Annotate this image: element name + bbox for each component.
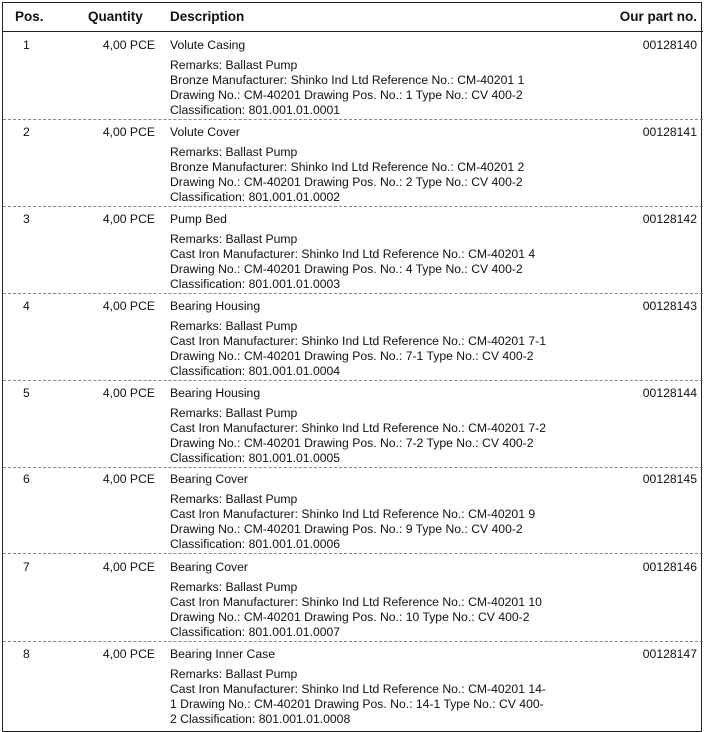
row-description [170, 560, 550, 640]
table-row [3, 466, 703, 554]
row-part-no: 00128146 [642, 560, 697, 574]
row-part-no: 00128140 [642, 38, 697, 52]
row-remarks: Remarks: Ballast Pump [170, 58, 298, 72]
row-quantity: 4,00 PCE [102, 472, 155, 486]
row-details: Cast Iron Manufacturer: Shinko Ind Ltd Reference No.: CM-40201 9 Drawing No.: CM-40201 Drawing Pos. No.: 9 Type No.: CV 400-2 Classification: 801.001.01.0006 [170, 507, 536, 551]
row-title: Bearing Inner Case [170, 647, 276, 661]
parts-list-table [2, 2, 702, 732]
row-title: Bearing Cover [170, 560, 248, 574]
row-quantity: 4,00 PCE [102, 386, 155, 400]
table-row [3, 206, 703, 294]
header-part-no: Our part no. [619, 9, 697, 24]
row-pos: 7 [23, 560, 30, 574]
row-description [170, 472, 550, 552]
row-pos: 3 [23, 212, 30, 226]
row-remarks: Remarks: Ballast Pump [170, 580, 298, 594]
row-description [170, 38, 550, 118]
row-quantity: 4,00 PCE [102, 38, 155, 52]
row-part-no: 00128143 [642, 299, 697, 313]
row-quantity: 4,00 PCE [102, 647, 155, 661]
row-title: Volute Casing [170, 38, 246, 52]
row-pos: 4 [23, 299, 30, 313]
row-quantity: 4,00 PCE [102, 212, 155, 226]
table-row [3, 380, 703, 468]
row-description [170, 386, 550, 466]
row-details: Cast Iron Manufacturer: Shinko Ind Ltd Reference No.: CM-40201 7-1 Drawing No.: CM-40201 Drawing Pos. No.: 7-1 Type No.: CV 400-2 Classification: 801.001.01.0004 [170, 334, 546, 378]
row-pos: 6 [23, 472, 30, 486]
row-pos: 8 [23, 647, 30, 661]
table-row [3, 119, 703, 207]
table-row [3, 32, 703, 120]
row-title: Pump Bed [170, 212, 227, 226]
row-quantity: 4,00 PCE [102, 299, 155, 313]
row-remarks: Remarks: Ballast Pump [170, 232, 298, 246]
row-pos: 5 [23, 386, 30, 400]
row-quantity: 4,00 PCE [102, 560, 155, 574]
header-quantity: Quantity [88, 9, 143, 24]
row-details: Bronze Manufacturer: Shinko Ind Ltd Reference No.: CM-40201 2 Drawing No.: CM-40201 Drawing Pos. No.: 2 Type No.: CV 400-2 Classification: 801.001.01.0002 [170, 160, 525, 204]
row-details: Cast Iron Manufacturer: Shinko Ind Ltd Reference No.: CM-40201 4 Drawing No.: CM-40201 Drawing Pos. No.: 4 Type No.: CV 400-2 Classification: 801.001.01.0003 [170, 247, 536, 291]
row-remarks: Remarks: Ballast Pump [170, 406, 298, 420]
row-details: Cast Iron Manufacturer: Shinko Ind Ltd Reference No.: CM-40201 10 Drawing No.: CM-40201 Drawing Pos. No.: 10 Type No.: CV 400-2 Classification: 801.001.01.0007 [170, 595, 542, 639]
row-remarks: Remarks: Ballast Pump [170, 145, 298, 159]
row-remarks: Remarks: Ballast Pump [170, 667, 298, 681]
table-row [3, 641, 703, 728]
header-pos: Pos. [15, 9, 44, 24]
row-quantity: 4,00 PCE [102, 125, 155, 139]
table-row [3, 554, 703, 642]
row-part-no: 00128145 [642, 472, 697, 486]
row-remarks: Remarks: Ballast Pump [170, 319, 298, 333]
row-part-no: 00128144 [642, 386, 697, 400]
row-details: Cast Iron Manufacturer: Shinko Ind Ltd Reference No.: CM-40201 7-2 Drawing No.: CM-40201 Drawing Pos. No.: 7-2 Type No.: CV 400-2 Classification: 801.001.01.0005 [170, 421, 546, 465]
row-description [170, 647, 550, 727]
row-title: Bearing Housing [170, 299, 261, 313]
table-header [3, 3, 703, 32]
row-part-no: 00128141 [642, 125, 697, 139]
header-description: Description [170, 9, 245, 24]
row-description [170, 212, 550, 292]
row-description [170, 299, 550, 379]
row-description [170, 125, 550, 205]
row-details: Cast Iron Manufacturer: Shinko Ind Ltd Reference No.: CM-40201 14-1 Drawing No.: CM-40201 Drawing Pos. No.: 14-1 Type No.: CV 400-2 Classification: 801.001.01.0008 [170, 682, 546, 726]
row-pos: 2 [23, 125, 30, 139]
row-pos: 1 [23, 38, 30, 52]
row-details: Bronze Manufacturer: Shinko Ind Ltd Reference No.: CM-40201 1 Drawing No.: CM-40201 Drawing Pos. No.: 1 Type No.: CV 400-2 Classification: 801.001.01.0001 [170, 73, 525, 117]
row-title: Bearing Housing [170, 386, 261, 400]
row-remarks: Remarks: Ballast Pump [170, 492, 298, 506]
row-title: Volute Cover [170, 125, 240, 139]
row-title: Bearing Cover [170, 472, 248, 486]
row-part-no: 00128147 [642, 647, 697, 661]
row-part-no: 00128142 [642, 212, 697, 226]
table-row [3, 293, 703, 381]
